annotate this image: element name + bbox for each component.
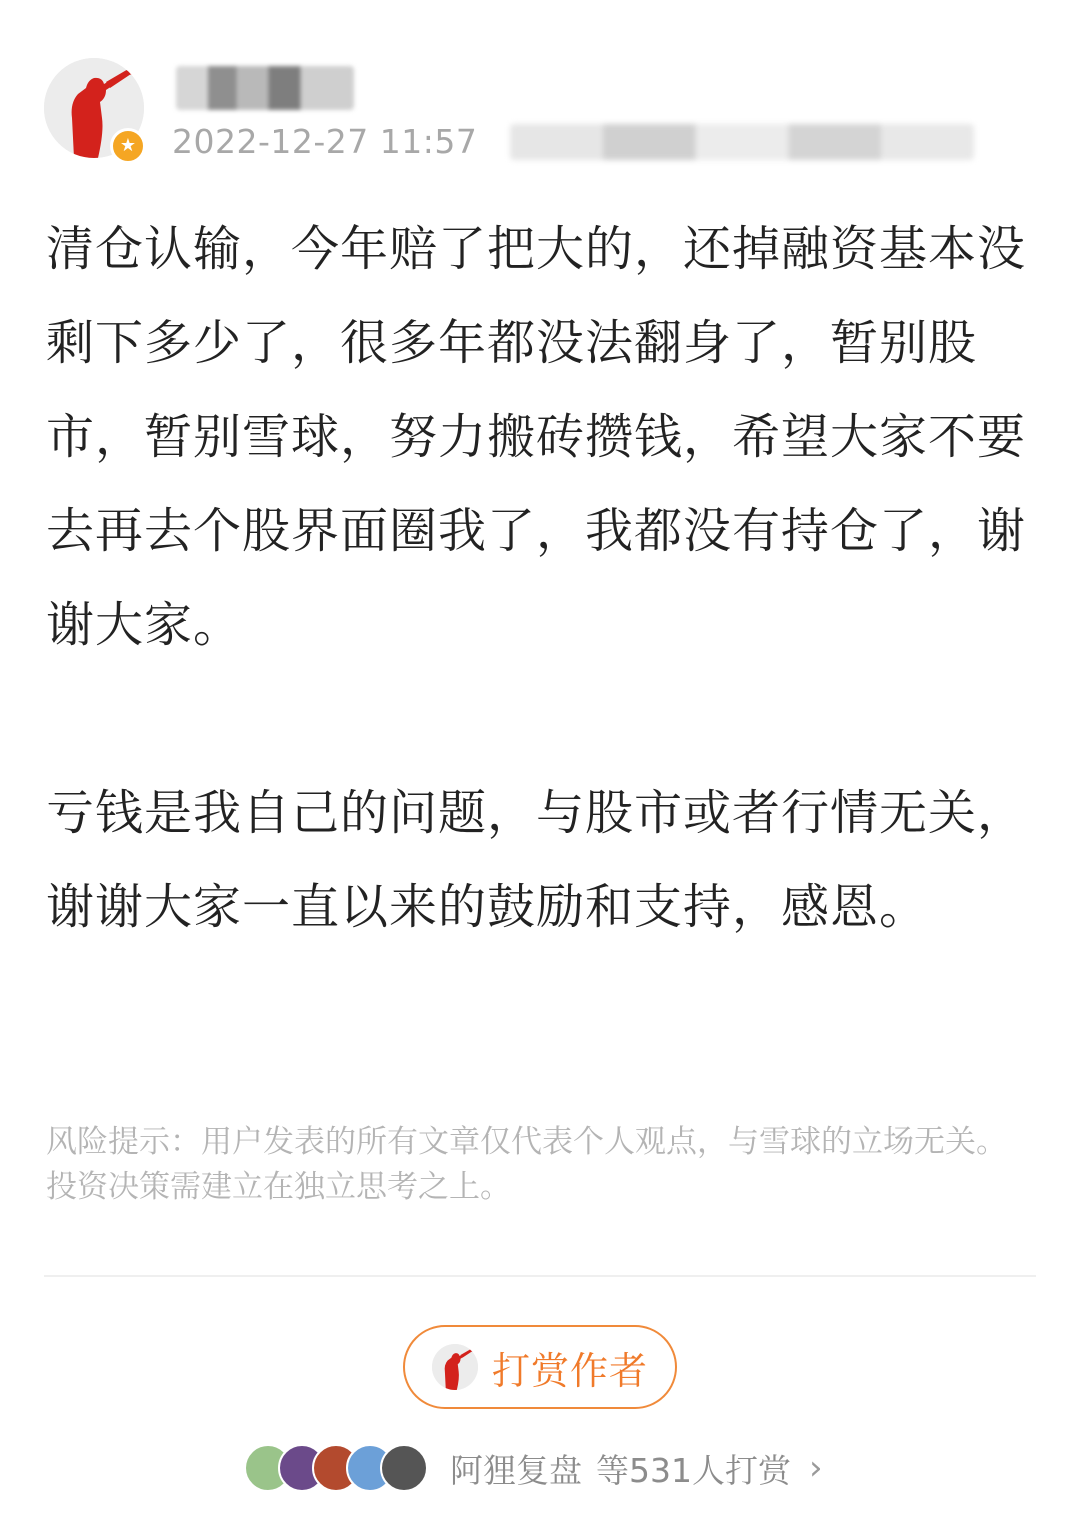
risk-disclaimer: 风险提示：用户发表的所有文章仅代表个人观点，与雪球的立场无关。投资决策需建立在独立思考之上。 <box>46 1124 1007 1205</box>
supporters-row[interactable] <box>244 1440 823 1496</box>
tip-author-button[interactable] <box>403 1325 677 1409</box>
post-header <box>44 58 1036 168</box>
author-avatar-small <box>432 1344 478 1390</box>
supporter-avatar <box>380 1444 428 1492</box>
author-name-blurred[interactable] <box>176 66 354 110</box>
supporter-name: 阿狸复盘 <box>450 1450 582 1490</box>
star-badge-icon: ★ <box>110 128 146 164</box>
post-body <box>46 202 1036 954</box>
supporter-avatars <box>244 1444 428 1492</box>
post-paragraph: 清仓认输，今年赔了把大的，还掉融资基本没剩下多少了，很多年都没法翻身了，暂别股市，暂别雪球，努力搬砖攒钱，希望大家不要去再去个股界面圈我了，我都没有持仓了，谢谢大家。 <box>46 221 1027 653</box>
supporters-text <box>450 1445 791 1492</box>
post-paragraph: 亏钱是我自己的问题，与股市或者行情无关，谢谢大家一直以来的鼓励和支持，感恩。 <box>46 785 1027 935</box>
tip-button-label: 打赏作者 <box>491 1348 648 1393</box>
chevron-right-icon[interactable]: › <box>809 1448 823 1488</box>
supporter-count: 等531人打赏 <box>596 1450 791 1490</box>
divider <box>44 1275 1036 1277</box>
post-timestamp: 2022-12-27 11:57 <box>172 122 478 161</box>
post-meta-blurred <box>510 124 974 160</box>
red-silhouette-trumpet-icon <box>432 1344 478 1390</box>
